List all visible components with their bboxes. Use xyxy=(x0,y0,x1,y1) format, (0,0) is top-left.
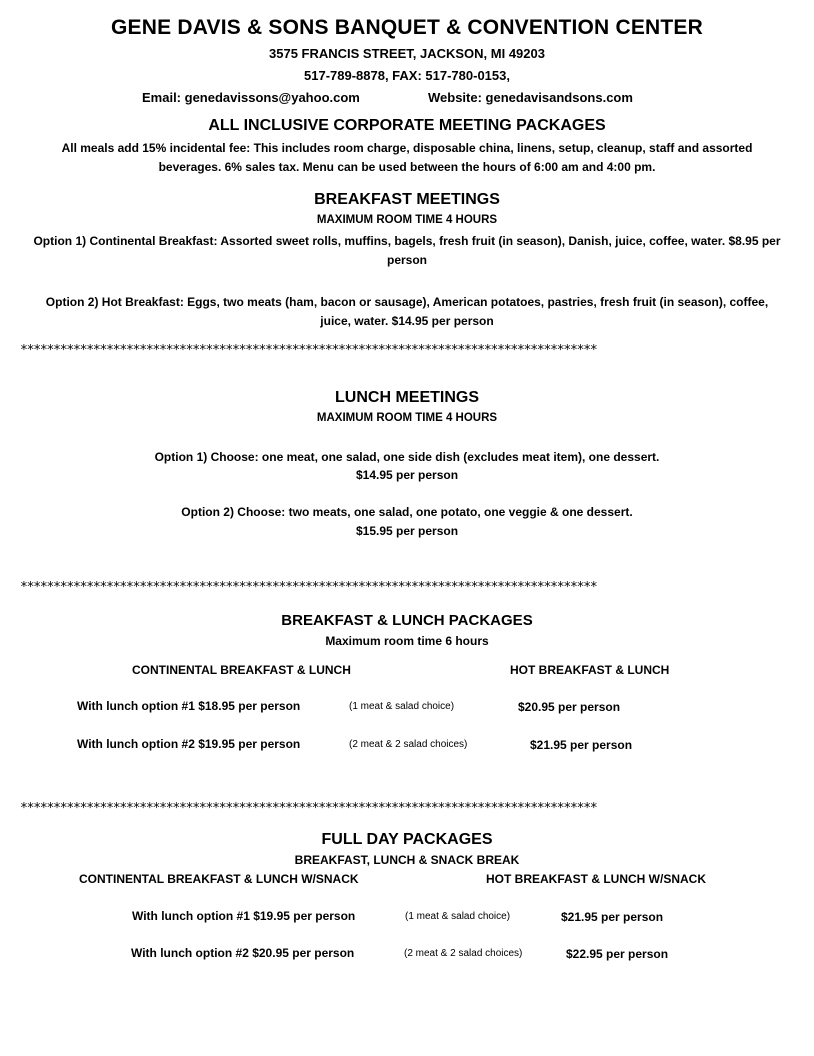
bl-row1-hot: $20.95 per person xyxy=(518,700,621,714)
breakfast-option-1: Option 1) Continental Breakfast: Assorted sweet rolls, muffins, bagels, fresh fruit (in season), Danish, juice, coffee, water. $8.95 per person xyxy=(33,234,781,267)
fd-row1-hot: $21.95 per person xyxy=(561,910,664,924)
lunch-option-2: Option 2) Choose: two meats, one salad, one potato, one veggie & one dessert. xyxy=(181,505,633,519)
email: Email: genedavissons@yahoo.com xyxy=(142,90,360,105)
fd-row2-note: (2 meat & 2 salad choices) xyxy=(404,948,523,959)
bl-title: BREAKFAST & LUNCH PACKAGES xyxy=(281,612,533,629)
page-title: GENE DAVIS & SONS BANQUET & CONVENTION CENTER xyxy=(111,16,703,39)
packages-description: All meals add 15% incidental fee: This includes room charge, disposable china, linens, setup, cleanup, staff and assorted beverages. 6% sales tax. Menu can be used between the hours of 6:00 am and 4:00 pm. xyxy=(61,141,753,174)
fd-row1-note: (1 meat & salad choice) xyxy=(405,911,511,922)
website: Website: genedavisandsons.com xyxy=(428,90,633,105)
fd-subtitle: BREAKFAST, LUNCH & SNACK BREAK xyxy=(294,853,520,867)
breakfast-option-2: Option 2) Hot Breakfast: Eggs, two meats (ham, bacon or sausage), American potatoes, pastries, fresh fruit (in season), coffee, juice, water. $14.95 per person xyxy=(45,295,769,328)
bl-row2-hot: $21.95 per person xyxy=(530,738,633,752)
bl-row1-note: (1 meat & salad choice) xyxy=(349,701,455,712)
bl-row2-note: (2 meat & 2 salad choices) xyxy=(349,739,468,750)
lunch-option-2-price: $15.95 per person xyxy=(355,524,459,538)
fd-title: FULL DAY PACKAGES xyxy=(321,831,493,848)
breakfast-title: BREAKFAST MEETINGS xyxy=(314,191,500,208)
bl-subtitle: Maximum room time 6 hours xyxy=(325,634,489,648)
lunch-title: LUNCH MEETINGS xyxy=(335,389,479,406)
bl-col-hot: HOT BREAKFAST & LUNCH xyxy=(510,663,670,677)
fd-col-continental: CONTINENTAL BREAKFAST & LUNCH W/SNACK xyxy=(79,872,359,886)
fd-row1-continental: With lunch option #1 $19.95 per person xyxy=(132,909,356,923)
lunch-option-1-price: $14.95 per person xyxy=(355,468,459,482)
breakfast-subtitle: MAXIMUM ROOM TIME 4 HOURS xyxy=(316,214,498,226)
separator-stars: *************************************************************************************** xyxy=(20,580,597,595)
packages-title: ALL INCLUSIVE CORPORATE MEETING PACKAGES xyxy=(208,117,606,134)
fd-row2-hot: $22.95 per person xyxy=(566,947,669,961)
bl-row2-continental: With lunch option #2 $19.95 per person xyxy=(77,737,301,751)
lunch-subtitle: MAXIMUM ROOM TIME 4 HOURS xyxy=(316,412,498,424)
fd-col-hot: HOT BREAKFAST & LUNCH W/SNACK xyxy=(486,872,706,886)
fd-row2-continental: With lunch option #2 $20.95 per person xyxy=(131,946,355,960)
bl-col-continental: CONTINENTAL BREAKFAST & LUNCH xyxy=(132,663,351,677)
address: 3575 FRANCIS STREET, JACKSON, MI 49203 xyxy=(269,46,545,61)
separator-stars: *************************************************************************************** xyxy=(20,801,597,816)
separator-stars: *************************************************************************************** xyxy=(20,343,597,358)
phone-fax: 517-789-8878, FAX: 517-780-0153, xyxy=(304,68,510,83)
bl-row1-continental: With lunch option #1 $18.95 per person xyxy=(77,699,301,713)
lunch-option-1: Option 1) Choose: one meat, one salad, one side dish (excludes meat item), one dessert. xyxy=(154,450,660,464)
